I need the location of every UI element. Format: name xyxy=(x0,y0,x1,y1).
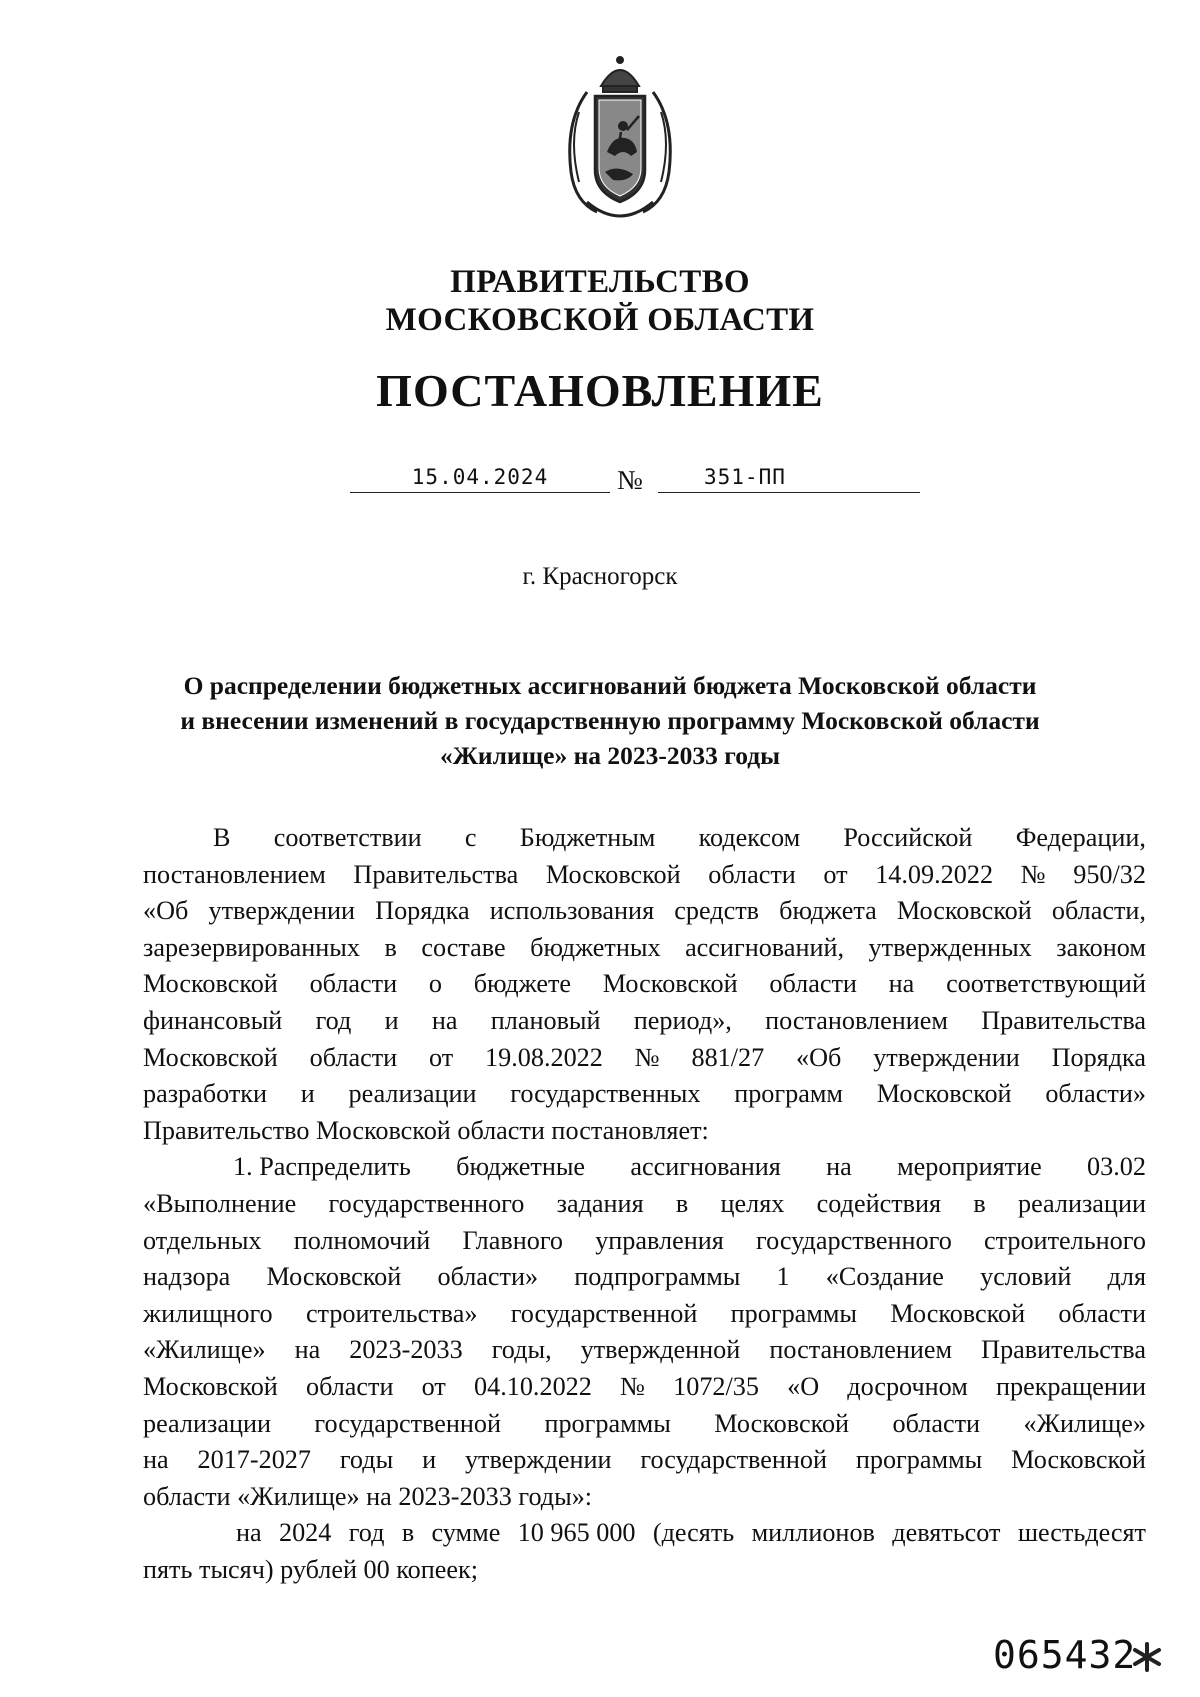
body-word: 10 965 000 xyxy=(517,1518,636,1548)
body-word: утверждении xyxy=(873,1042,1020,1072)
body-line xyxy=(143,1479,1146,1516)
body-line xyxy=(143,820,1146,857)
body-word: сумме xyxy=(431,1518,501,1548)
body-word: ассигнования xyxy=(630,1152,781,1182)
body-line xyxy=(143,893,1146,930)
body-word: Московской xyxy=(266,1262,402,1292)
body-word: разработки xyxy=(143,1079,268,1109)
body-line xyxy=(143,1003,1146,1040)
body-word: строительства» xyxy=(305,1298,478,1328)
body-word: Московской xyxy=(1011,1445,1146,1475)
body-line xyxy=(143,1149,1146,1186)
body-word: надзора xyxy=(143,1262,231,1292)
body-word: управления xyxy=(595,1225,724,1255)
body-word: пять тысяч) рублей 00 копеек; xyxy=(143,1554,479,1584)
body-word: соответствии xyxy=(273,823,422,852)
body-word: бюджетные xyxy=(456,1152,586,1182)
body-word: Московской xyxy=(143,1042,278,1072)
body-word: Правительство Московской области постановляет: xyxy=(143,1115,709,1145)
body-word: год xyxy=(315,1005,352,1035)
title-line: и внесении изменений в государственную программу Московской области xyxy=(180,706,1040,735)
body-word: «О xyxy=(787,1371,820,1401)
body-line xyxy=(143,1552,1146,1589)
body-word: на xyxy=(236,1518,262,1548)
document-body xyxy=(143,820,1146,1588)
body-word: миллионов xyxy=(751,1518,875,1548)
body-word: и xyxy=(384,1005,399,1035)
title-line: «Жилище» на 2023-2033 годы xyxy=(439,741,781,770)
asterisk-icon xyxy=(1131,1641,1163,1673)
body-word: плановый xyxy=(490,1005,601,1035)
body-word: 1 xyxy=(776,1262,790,1292)
body-word: средств xyxy=(674,896,760,926)
body-word: 14.09.2022 xyxy=(875,859,994,889)
body-word: «Жилище» xyxy=(143,1335,266,1365)
body-word: в xyxy=(973,1188,986,1218)
body-word: Российской xyxy=(843,823,973,852)
body-word: реализации xyxy=(348,1079,477,1109)
body-line xyxy=(143,1442,1146,1479)
body-line xyxy=(143,1113,1146,1150)
body-word: 2023-2033 xyxy=(349,1335,463,1365)
body-word: прекращении xyxy=(995,1371,1146,1401)
body-word: области xyxy=(708,859,796,889)
body-word: 04.10.2022 xyxy=(474,1371,592,1401)
body-line xyxy=(143,1259,1146,1296)
body-word: зарезервированных xyxy=(143,932,360,962)
body-line xyxy=(143,1515,1146,1552)
body-word: отдельных xyxy=(143,1225,262,1255)
body-word: «Об xyxy=(143,896,189,926)
body-word: содействия xyxy=(816,1188,942,1218)
body-word: Главного xyxy=(462,1225,564,1255)
body-word: утвержденных xyxy=(868,932,1032,962)
body-word: годы xyxy=(339,1445,394,1475)
body-word: 950/32 xyxy=(1073,859,1146,889)
body-word: в xyxy=(675,1188,689,1218)
body-word: Московской xyxy=(143,969,278,999)
body-word: составе xyxy=(421,932,506,962)
body-word: программы xyxy=(855,1445,983,1475)
body-word: годы, xyxy=(491,1335,552,1365)
body-word: законом xyxy=(1056,932,1146,962)
body-word: о xyxy=(428,969,442,999)
body-word: области xyxy=(309,1042,398,1072)
body-word: государственного xyxy=(328,1188,525,1218)
body-word: области xyxy=(1058,1298,1146,1328)
body-word: реализации xyxy=(143,1408,271,1438)
body-word: 1. Распределить xyxy=(233,1152,411,1182)
body-word: (десять xyxy=(652,1518,735,1548)
body-line xyxy=(143,966,1146,1003)
organization-name-line1: ПРАВИТЕЛЬСТВО xyxy=(450,264,750,300)
body-word: области xyxy=(769,969,857,999)
title-line: О распределении бюджетных ассигнований бюджета Московской области xyxy=(183,671,1037,700)
document-number: 351-ПП xyxy=(704,465,786,489)
body-word: Порядка xyxy=(375,896,470,926)
coat-of-arms-emblem xyxy=(557,52,683,224)
document-type: ПОСТАНОВЛЕНИЕ xyxy=(376,365,824,416)
body-word: Порядка xyxy=(1051,1042,1146,1072)
body-word: № xyxy=(1020,859,1046,889)
body-word: в xyxy=(401,1518,415,1548)
body-word: бюджета xyxy=(779,896,877,926)
body-word: строительного xyxy=(983,1225,1146,1255)
body-word: Московской xyxy=(890,1298,1026,1328)
document-date: 15.04.2024 xyxy=(350,462,610,493)
body-line xyxy=(143,930,1146,967)
body-word: Московской xyxy=(896,896,1032,926)
body-word: финансовый xyxy=(143,1005,283,1035)
body-line xyxy=(143,1186,1146,1223)
body-word: от xyxy=(421,1371,446,1401)
body-word: 1072/35 xyxy=(673,1371,759,1401)
body-word: 881/27 xyxy=(691,1042,765,1072)
city: г. Красногорск xyxy=(522,563,678,590)
body-word: с xyxy=(464,823,477,852)
body-word: государственного xyxy=(756,1225,952,1255)
body-word: Московской xyxy=(876,1079,1012,1109)
body-word: № xyxy=(619,1371,645,1401)
body-word: 2017-2027 xyxy=(197,1445,311,1475)
body-word: задания xyxy=(556,1188,644,1218)
body-word: подпрограммы xyxy=(574,1262,741,1292)
body-word: на xyxy=(143,1445,169,1475)
body-word: бюджетных xyxy=(530,932,661,962)
body-word: от xyxy=(429,1042,454,1072)
body-word: «Об xyxy=(796,1042,842,1072)
body-word: целях xyxy=(720,1188,785,1218)
document-title xyxy=(150,668,1070,773)
body-word: государственных xyxy=(510,1079,701,1109)
body-word: бюджете xyxy=(473,969,572,999)
body-line xyxy=(143,1369,1146,1406)
body-word: области xyxy=(309,969,398,999)
body-word: 03.02 xyxy=(1087,1152,1146,1182)
body-word: на xyxy=(294,1335,321,1365)
body-word: шестьдесят xyxy=(1017,1518,1146,1548)
body-word: постановлением xyxy=(769,1335,953,1365)
body-word: Московской xyxy=(143,1371,278,1401)
body-word: на xyxy=(826,1152,852,1182)
body-word: 2024 xyxy=(278,1518,332,1548)
body-word: мероприятие xyxy=(897,1152,1042,1182)
body-word: для xyxy=(1107,1262,1146,1292)
body-word: области» xyxy=(437,1262,539,1292)
body-word: государственной xyxy=(510,1298,698,1328)
body-word: ассигнований, xyxy=(685,932,845,962)
body-word: области xyxy=(892,1408,981,1438)
body-word: программы xyxy=(544,1408,671,1438)
body-word: Бюджетным xyxy=(519,823,656,852)
body-word: и xyxy=(300,1079,315,1109)
body-word: на xyxy=(888,969,915,999)
body-line xyxy=(143,1296,1146,1333)
body-word: Московской xyxy=(714,1408,850,1438)
body-word: условий xyxy=(980,1262,1072,1292)
body-word: постановлением xyxy=(765,1005,948,1035)
body-word: Правительства xyxy=(353,859,519,889)
body-word: 19.08.2022 xyxy=(485,1042,603,1072)
body-word: утверждении xyxy=(464,1445,612,1475)
serial-number: 065432 xyxy=(993,1633,1137,1677)
body-word: области, xyxy=(1051,896,1146,926)
body-word: области» xyxy=(1045,1079,1146,1109)
body-word: области xyxy=(305,1371,394,1401)
body-word: № xyxy=(634,1042,660,1072)
body-word: государственной xyxy=(640,1445,827,1475)
body-word: год xyxy=(348,1518,385,1548)
number-sign: № xyxy=(617,465,643,495)
body-line xyxy=(143,1332,1146,1369)
body-word: Правительства xyxy=(981,1005,1146,1035)
body-line xyxy=(143,1223,1146,1260)
body-word: государственной xyxy=(314,1408,502,1438)
body-word: досрочном xyxy=(847,1371,968,1401)
body-word: Правительства xyxy=(981,1335,1146,1365)
body-line xyxy=(143,1076,1146,1113)
organization-name-line2: МОСКОВСКОЙ ОБЛАСТИ xyxy=(385,302,815,338)
body-word: области «Жилище» на 2023-2033 годы»: xyxy=(143,1481,593,1511)
body-word: Московской xyxy=(602,969,738,999)
body-word: В xyxy=(213,823,231,852)
body-word: «Создание xyxy=(825,1262,944,1292)
body-word: использования xyxy=(489,896,655,926)
body-word: программ xyxy=(734,1079,844,1109)
body-word: «Жилище» xyxy=(1023,1408,1146,1438)
body-word: и xyxy=(422,1445,437,1475)
document-number-field xyxy=(658,462,920,493)
body-line xyxy=(143,1040,1146,1077)
body-word: программы xyxy=(730,1298,858,1328)
body-word: реализации xyxy=(1017,1188,1146,1218)
body-word: жилищного xyxy=(143,1298,273,1328)
body-word: в xyxy=(384,932,397,962)
body-word: «Выполнение xyxy=(143,1188,297,1218)
body-word: Московской xyxy=(545,859,681,889)
body-word: кодексом xyxy=(698,823,801,852)
body-word: Федерации, xyxy=(1015,823,1146,852)
body-word: на xyxy=(431,1005,458,1035)
body-word: утверждении xyxy=(208,896,356,926)
body-word: период», xyxy=(633,1005,732,1035)
body-word: полномочий xyxy=(293,1225,431,1255)
body-word: девятьсот xyxy=(892,1518,1001,1548)
body-word: постановлением xyxy=(143,859,326,889)
body-word: от xyxy=(823,859,848,889)
body-line xyxy=(143,1406,1146,1443)
body-line xyxy=(143,857,1146,894)
body-word: соответствующий xyxy=(946,969,1146,999)
body-word: утвержденной xyxy=(580,1335,741,1365)
